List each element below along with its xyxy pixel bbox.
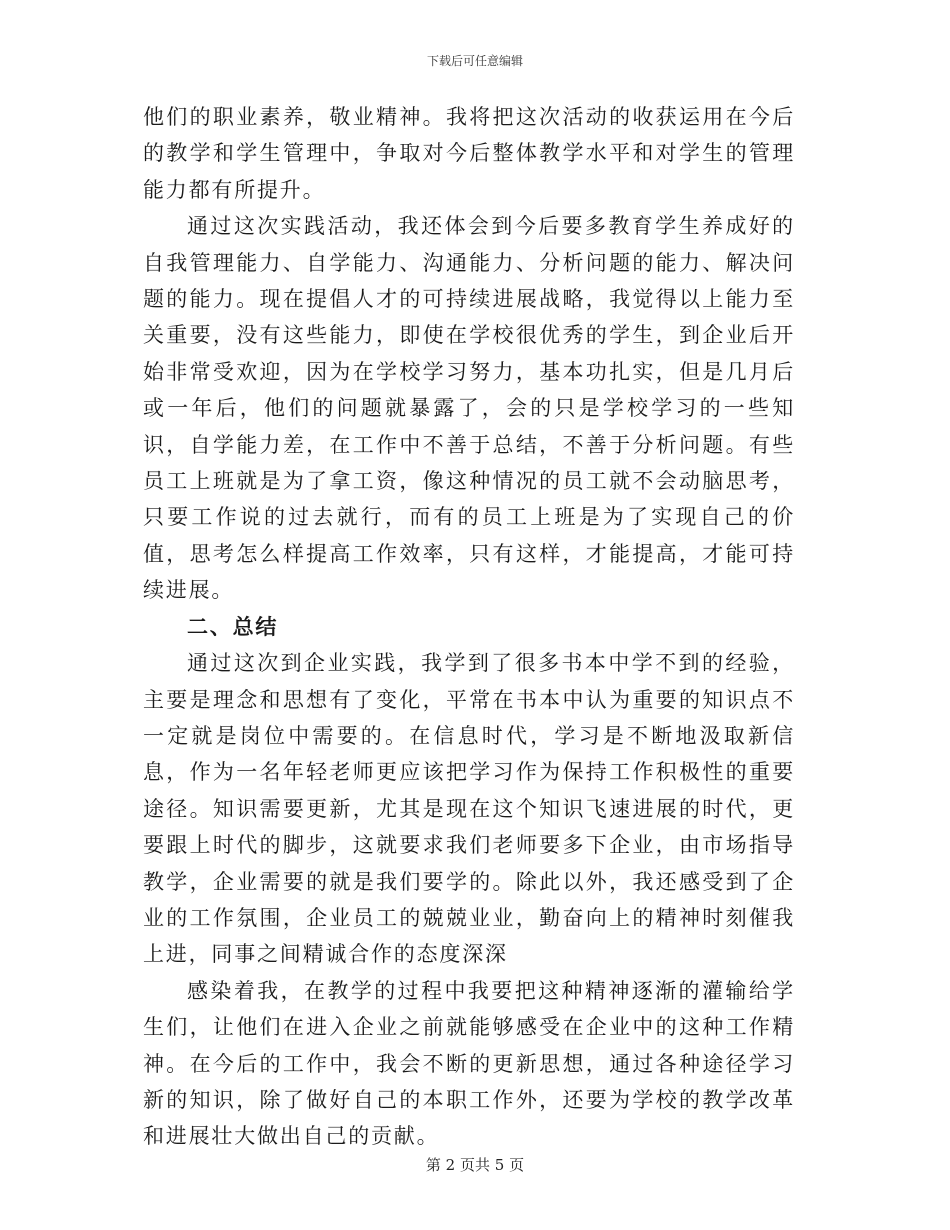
paragraph-3: 通过这次到企业实践，我学到了很多书本中学不到的经验，主要是理念和思想有了变化，平常在书本中认为重要的知识点不一定就是岗位中需要的。在信息时代，学习是不断地汲取新信息，作为一名年轻老师更应该把学习作为保持工作积极性的重要途径。知识需要更新，尤其是现在这个知识飞速进展的时代，更要跟上时代的脚步，这就要求我们老师要多下企业，由市场指导教学，企业需要的就是我们要学的。除此以外，我还感受到了企业的工作氛围，企业员工的兢兢业业，勤奋向上的精神时刻催我上进，同事之间精诚合作的态度深深: [143, 651, 795, 967]
page-number-footer: 第 2 页共 5 页: [425, 1156, 525, 1174]
document-body: [143, 99, 795, 1155]
paragraph-2: 通过这次实践活动，我还体会到今后要多教育学生养成好的自我管理能力、自学能力、沟通能力、分析问题的能力、解决问题的能力。现在提倡人才的可持续进展战略，我觉得以上能力至关重要，没有这些能力，即使在学校很优秀的学生，到企业后开始非常受欢迎，因为在学校学习努力，基本功扎实，但是几月后或一年后，他们的问题就暴露了，会的只是学校学习的一些知识，自学能力差，在工作中不善于总结，不善于分析问题。有些员工上班就是为了拿工资，像这种情况的员工就不会动脑思考，只要工作说的过去就行，而有的员工上班是为了实现自己的价值，思考怎么样提高工作效率，只有这样，才能提高，才能可持续进展。: [143, 214, 795, 603]
section-heading-summary: 二、总结: [187, 614, 279, 639]
paragraph-4: 感染着我，在教学的过程中我要把这种精神逐渐的灌输给学生们，让他们在进入企业之前就能够感受在企业中的这种工作精神。在今后的工作中，我会不断的更新思想，通过各种途径学习新的知识，除了做好自己的本职工作外，还要为学校的教学改革和进展壮大做出自己的贡献。: [143, 978, 795, 1149]
page-header-note: 下载后可任意编辑: [426, 54, 523, 68]
paragraph-1: 他们的职业素养，敬业精神。我将把这次活动的收获运用在今后的教学和学生管理中，争取对今后整体教学水平和对学生的管理能力都有所提升。: [143, 105, 795, 202]
